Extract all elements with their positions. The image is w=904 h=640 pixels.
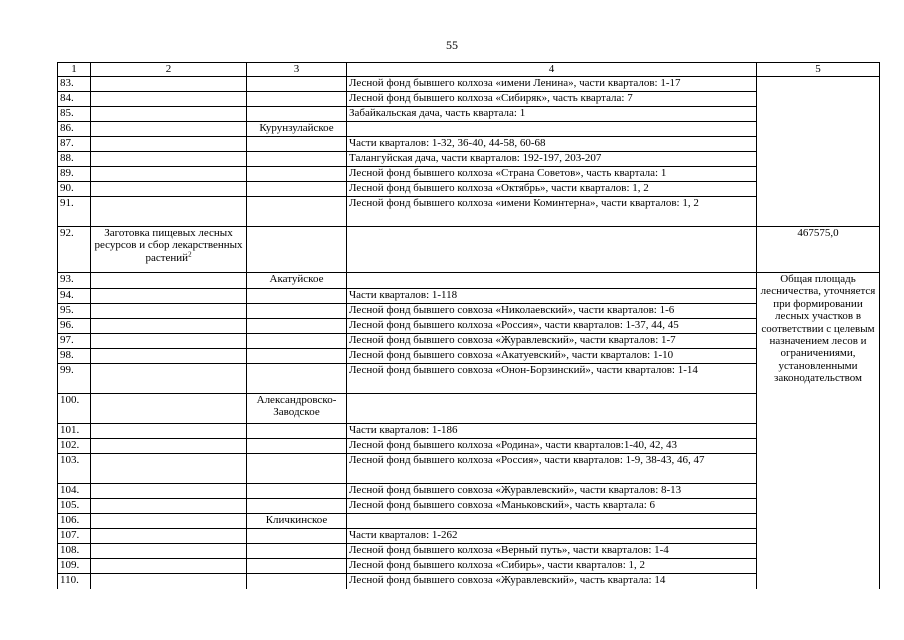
district-cell	[247, 137, 347, 152]
row-number-cell: 85.	[58, 107, 91, 122]
row-number-cell: 92.	[58, 227, 91, 273]
district-cell	[247, 334, 347, 349]
table-row	[58, 394, 880, 424]
district-cell	[247, 182, 347, 197]
table-row	[58, 227, 880, 273]
row-number-cell: 88.	[58, 152, 91, 167]
district-cell	[247, 167, 347, 182]
table-row	[58, 364, 880, 394]
activity-text: Заготовка пищевых лесных ресурсов и сбор лекарственных растений	[94, 227, 243, 264]
quarter-cell: Талангуйская дача, части кварталов: 192-197, 203-207	[347, 152, 757, 167]
row-number-cell: 91.	[58, 197, 91, 227]
quarter-cell: Лесной фонд бывшего колхоза «Верный путь», части кварталов: 1-4	[347, 544, 757, 559]
row-number-cell: 96.	[58, 319, 91, 334]
activity-cell	[91, 559, 247, 574]
district-cell	[247, 574, 347, 589]
row-number-cell: 99.	[58, 364, 91, 394]
district-cell	[247, 152, 347, 167]
quarter-cell: Лесной фонд бывшего колхоза «имени Ленина», части кварталов: 1-17	[347, 77, 757, 92]
activity-cell	[91, 394, 247, 424]
district-cell	[247, 227, 347, 273]
activity-cell	[91, 304, 247, 319]
district-cell	[247, 544, 347, 559]
district-cell: Кличкинское	[247, 514, 347, 529]
activity-cell	[91, 289, 247, 304]
activity-cell	[91, 107, 247, 122]
table-row	[58, 514, 880, 529]
quarter-cell: Части кварталов: 1-262	[347, 529, 757, 544]
activity-cell	[91, 484, 247, 499]
activity-cell	[91, 514, 247, 529]
table-row	[58, 182, 880, 197]
activity-cell	[91, 197, 247, 227]
table-row	[58, 484, 880, 499]
district-cell	[247, 304, 347, 319]
quarter-cell: Лесной фонд бывшего совхоза «Николаевский», части кварталов: 1-6	[347, 304, 757, 319]
row-number-cell: 84.	[58, 92, 91, 107]
quarter-cell: Части кварталов: 1-32, 36-40, 44-58, 60-68	[347, 137, 757, 152]
district-cell	[247, 319, 347, 334]
row-number-cell: 87.	[58, 137, 91, 152]
row-number-cell: 83.	[58, 77, 91, 92]
district-cell: Александровско-Заводское	[247, 394, 347, 424]
area-value-cell: 467575,0	[757, 227, 880, 273]
header-cell: 3	[247, 63, 347, 77]
activity-cell	[91, 424, 247, 439]
quarter-cell: Лесной фонд бывшего совхоза «Журавлевский», часть квартала: 14	[347, 574, 757, 589]
table-row	[58, 529, 880, 544]
table-row	[58, 559, 880, 574]
district-cell	[247, 439, 347, 454]
table-row	[58, 349, 880, 364]
table-row	[58, 137, 880, 152]
row-number-cell: 106.	[58, 514, 91, 529]
footnote-marker: 2	[188, 250, 192, 259]
table-row	[58, 304, 880, 319]
quarter-cell: Части кварталов: 1-118	[347, 289, 757, 304]
activity-cell	[91, 319, 247, 334]
activity-cell	[91, 334, 247, 349]
row-number-cell: 108.	[58, 544, 91, 559]
activity-cell	[91, 349, 247, 364]
activity-cell	[91, 454, 247, 484]
table-row	[58, 92, 880, 107]
district-cell	[247, 484, 347, 499]
table-row	[58, 107, 880, 122]
row-number-cell: 93.	[58, 273, 91, 289]
quarter-cell: Части кварталов: 1-186	[347, 424, 757, 439]
table-row	[58, 499, 880, 514]
header-cell: 1	[58, 63, 91, 77]
row-number-cell: 98.	[58, 349, 91, 364]
quarter-cell: Лесной фонд бывшего совхоза «Онон-Борзинский», части кварталов: 1-14	[347, 364, 757, 394]
activity-cell	[91, 273, 247, 289]
table-header-row	[58, 63, 880, 77]
row-number-cell: 105.	[58, 499, 91, 514]
quarter-cell: Лесной фонд бывшего колхоза «Россия», части кварталов: 1-37, 44, 45	[347, 319, 757, 334]
row-number-cell: 97.	[58, 334, 91, 349]
quarter-cell: Лесной фонд бывшего колхоза «Россия», части кварталов: 1-9, 38-43, 46, 47	[347, 454, 757, 484]
quarter-cell	[347, 514, 757, 529]
district-cell: Акатуйское	[247, 273, 347, 289]
table-row	[58, 167, 880, 182]
quarter-cell: Лесной фонд бывшего совхоза «Журавлевский», части кварталов: 8-13	[347, 484, 757, 499]
quarter-cell	[347, 394, 757, 424]
activity-cell	[91, 182, 247, 197]
table-row	[58, 544, 880, 559]
row-number-cell: 103.	[58, 454, 91, 484]
header-cell: 5	[757, 63, 880, 77]
table-row	[58, 334, 880, 349]
table-row	[58, 574, 880, 589]
quarter-cell: Лесной фонд бывшего колхоза «имени Коминтерна», части кварталов: 1, 2	[347, 197, 757, 227]
activity-cell	[91, 364, 247, 394]
district-cell	[247, 364, 347, 394]
table-row	[58, 152, 880, 167]
table-row	[58, 319, 880, 334]
district-cell	[247, 499, 347, 514]
row-number-cell: 89.	[58, 167, 91, 182]
quarter-cell	[347, 227, 757, 273]
activity-cell	[91, 544, 247, 559]
quarter-cell: Забайкальская дача, часть квартала: 1	[347, 107, 757, 122]
header-cell: 2	[91, 63, 247, 77]
activity-cell	[91, 152, 247, 167]
district-cell	[247, 77, 347, 92]
district-cell	[247, 529, 347, 544]
activity-cell	[91, 499, 247, 514]
row-number-cell: 102.	[58, 439, 91, 454]
district-cell	[247, 197, 347, 227]
activity-cell	[91, 122, 247, 137]
activity-cell	[91, 439, 247, 454]
activity-cell	[91, 92, 247, 107]
quarter-cell: Лесной фонд бывшего совхоза «Акатуевский», части кварталов: 1-10	[347, 349, 757, 364]
table-row	[58, 77, 880, 92]
table-row	[58, 439, 880, 454]
activity-cell	[91, 574, 247, 589]
area-note-cell: Общая площадь лесничества, уточняется при формировании лесных участков в соответствии с целевым назначением лесов и ограничениями, установленными законодательством	[757, 273, 880, 589]
row-number-cell: 107.	[58, 529, 91, 544]
row-number-cell: 101.	[58, 424, 91, 439]
district-cell	[247, 92, 347, 107]
row-number-cell: 86.	[58, 122, 91, 137]
district-cell	[247, 107, 347, 122]
quarter-cell: Лесной фонд бывшего колхоза «Сибирь», части кварталов: 1, 2	[347, 559, 757, 574]
activity-cell	[91, 529, 247, 544]
row-number-cell: 94.	[58, 289, 91, 304]
quarter-cell: Лесной фонд бывшего колхоза «Родина», части кварталов:1-40, 42, 43	[347, 439, 757, 454]
activity-cell	[91, 77, 247, 92]
activity-cell	[91, 137, 247, 152]
table-row	[58, 273, 880, 289]
district-cell	[247, 289, 347, 304]
row-number-cell: 95.	[58, 304, 91, 319]
district-cell: Курунзулайское	[247, 122, 347, 137]
table-row	[58, 424, 880, 439]
table-row	[58, 197, 880, 227]
activity-cell	[91, 167, 247, 182]
header-cell: 4	[347, 63, 757, 77]
quarter-cell: Лесной фонд бывшего совхоза «Журавлевский», части кварталов: 1-7	[347, 334, 757, 349]
table-row	[58, 289, 880, 304]
district-cell	[247, 424, 347, 439]
row-number-cell: 110.	[58, 574, 91, 589]
row-number-cell: 104.	[58, 484, 91, 499]
quarter-cell: Лесной фонд бывшего колхоза «Октябрь», части кварталов: 1, 2	[347, 182, 757, 197]
quarter-cell: Лесной фонд бывшего совхоза «Маньковский», часть квартала: 6	[347, 499, 757, 514]
quarter-cell: Лесной фонд бывшего колхоза «Сибиряк», часть квартала: 7	[347, 92, 757, 107]
activity-cell	[91, 227, 247, 273]
district-cell	[247, 454, 347, 484]
row-number-cell: 100.	[58, 394, 91, 424]
district-cell	[247, 349, 347, 364]
quarter-cell	[347, 273, 757, 289]
row-number-cell: 109.	[58, 559, 91, 574]
table-row	[58, 122, 880, 137]
page-number: 55	[446, 38, 458, 52]
district-cell	[247, 559, 347, 574]
area-cell-blank	[757, 77, 880, 227]
table-row	[58, 454, 880, 484]
row-number-cell: 90.	[58, 182, 91, 197]
quarter-cell	[347, 122, 757, 137]
forestry-table	[57, 62, 880, 589]
quarter-cell: Лесной фонд бывшего колхоза «Страна Советов», часть квартала: 1	[347, 167, 757, 182]
